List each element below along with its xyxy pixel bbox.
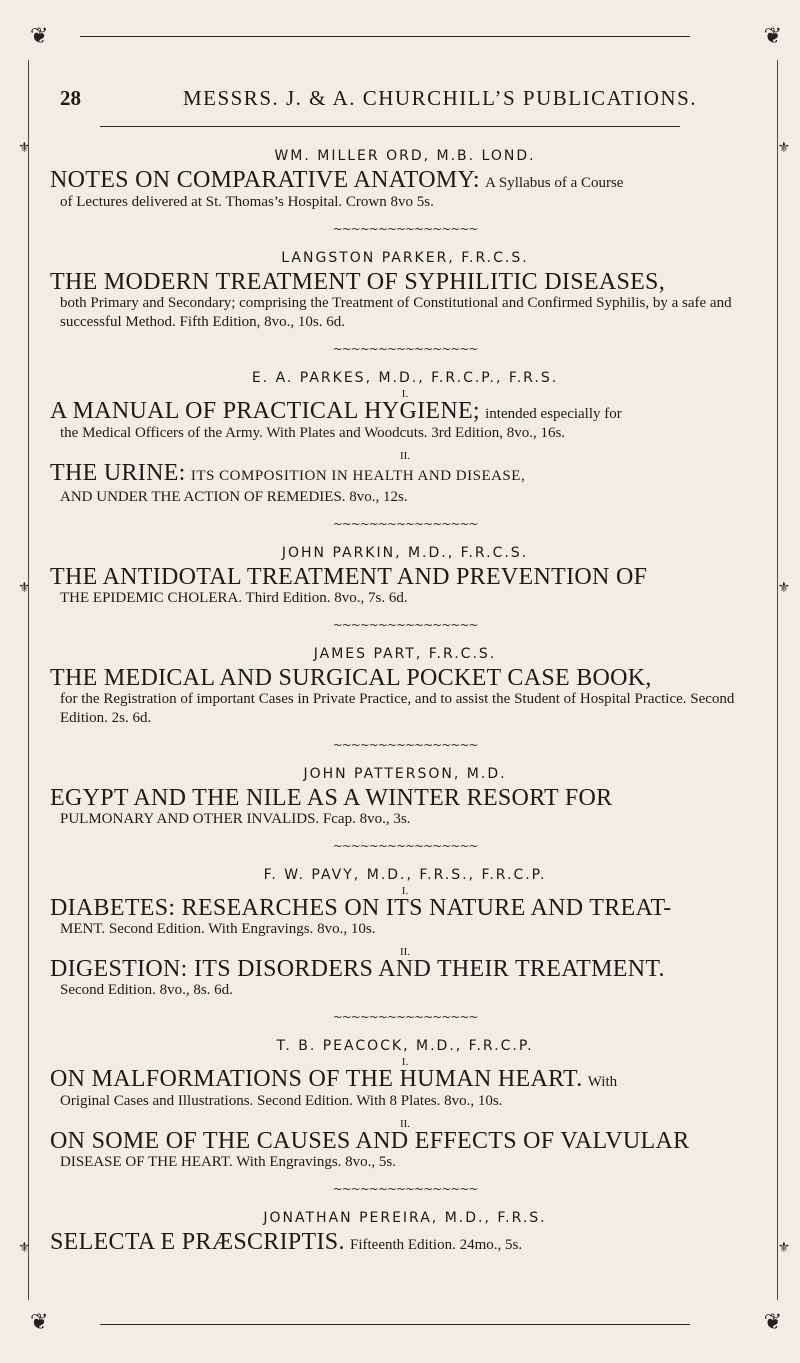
side-ornament-icon: ⚜ xyxy=(18,1240,31,1256)
book-listing xyxy=(50,786,760,829)
volume-numeral: II. xyxy=(399,1118,411,1130)
header-underline-rule xyxy=(100,126,680,127)
book-description: Second Edition. 8vo., 8s. 6d. xyxy=(60,982,233,998)
catalogue-entry xyxy=(50,370,760,507)
right-border-rule xyxy=(777,60,778,1300)
side-ornament-icon: ⚜ xyxy=(777,1240,790,1256)
book-description: for the Registration of important Cases in Private Practice, and to assist the Student of Hospital Practice. Second Edition. 2s. 6d. xyxy=(60,691,735,726)
book-description: the Medical Officers of the Army. With Plates and Woodcuts. 3rd Edition, 8vo., 16s. xyxy=(60,425,566,441)
book-listing xyxy=(50,452,760,507)
catalogue-entry xyxy=(50,1210,760,1255)
author-name: WM. MILLER ORD, M.B. LOND. xyxy=(274,148,536,164)
volume-numeral: I. xyxy=(401,388,409,400)
book-title-continuation: With xyxy=(587,1074,618,1090)
book-description: MENT. Second Edition. With Engravings. 8vo., 10s. xyxy=(60,921,376,937)
divider-ornament: ~~~~~~~~~~~~~~~~ xyxy=(332,1010,478,1024)
catalogue-entry xyxy=(50,867,760,1000)
book-title: EGYPT AND THE NILE AS A WINTER RESORT FOR xyxy=(50,785,613,811)
book-listing xyxy=(50,1058,760,1111)
book-title-line xyxy=(50,896,760,920)
book-title-continuation: ITS COMPOSITION IN HEALTH AND DISEASE, xyxy=(190,468,526,484)
divider-ornament: ~~~~~~~~~~~~~~~~ xyxy=(332,738,478,752)
book-title-continuation: A Syllabus of a Course xyxy=(485,175,624,191)
book-listing xyxy=(50,666,760,728)
left-border-rule xyxy=(28,60,29,1300)
catalogue-entry xyxy=(50,148,760,212)
book-title-line xyxy=(50,1129,760,1153)
book-title-line xyxy=(50,1230,760,1255)
volume-numeral: I. xyxy=(401,1056,409,1068)
book-title-line xyxy=(50,565,760,589)
book-title: THE MODERN TREATMENT OF SYPHILITIC DISEASES, xyxy=(50,269,666,295)
book-title: NOTES ON COMPARATIVE ANATOMY: xyxy=(50,167,480,193)
catalogue-entry xyxy=(50,1038,760,1172)
corner-ornament-icon: ❦ xyxy=(763,24,782,49)
side-ornament-icon: ⚜ xyxy=(777,140,790,156)
author-name: F. W. PAVY, M.D., F.R.S., F.R.C.P. xyxy=(263,867,547,883)
volume-numeral: II. xyxy=(399,450,411,462)
book-title-line xyxy=(50,1067,760,1092)
book-title: SELECTA E PRÆSCRIPTIS. xyxy=(50,1229,345,1255)
page-number: 28 xyxy=(60,86,81,110)
divider-ornament: ~~~~~~~~~~~~~~~~ xyxy=(332,618,478,632)
book-title-continuation: intended especially for xyxy=(485,406,622,422)
book-description: PULMONARY AND OTHER INVALIDS. Fcap. 8vo., 3s. xyxy=(60,811,411,827)
side-ornament-icon: ⚜ xyxy=(18,580,31,596)
book-description: of Lectures delivered at St. Thomas’s Hospital. Crown 8vo 5s. xyxy=(60,194,434,210)
book-title: ON MALFORMATIONS OF THE HUMAN HEART. xyxy=(50,1066,583,1092)
book-description: both Primary and Secondary; comprising the Treatment of Constitutional and Confirmed Syphilis, by a safe and successful Method. Fifth Edition, 8vo., 10s. 6d. xyxy=(60,295,732,330)
book-description: Original Cases and Illustrations. Second Edition. With 8 Plates. 8vo., 10s. xyxy=(60,1093,503,1109)
catalogue-entry xyxy=(50,545,760,608)
divider-ornament: ~~~~~~~~~~~~~~~~ xyxy=(332,1182,478,1196)
corner-ornament-icon: ❦ xyxy=(30,24,49,49)
top-border-rule xyxy=(80,36,690,37)
divider-ornament: ~~~~~~~~~~~~~~~~ xyxy=(332,222,478,236)
book-title-line xyxy=(50,786,760,810)
corner-ornament-icon: ❦ xyxy=(763,1310,782,1335)
bottom-border-rule xyxy=(100,1324,690,1325)
volume-numeral: II. xyxy=(399,946,411,958)
book-listing xyxy=(50,1230,760,1255)
catalogue-entry xyxy=(50,250,760,332)
side-ornament-icon: ⚜ xyxy=(777,580,790,596)
book-title-line xyxy=(50,168,760,193)
book-listing xyxy=(50,168,760,212)
author-name: JAMES PART, F.R.C.S. xyxy=(313,646,497,662)
book-title: THE ANTIDOTAL TREATMENT AND PREVENTION OF xyxy=(50,564,648,590)
author-name: E. A. PARKES, M.D., F.R.C.P., F.R.S. xyxy=(251,370,559,386)
book-title-continuation: Fifteenth Edition. 24mo., 5s. xyxy=(350,1237,523,1253)
book-title: A MANUAL OF PRACTICAL HYGIENE; xyxy=(50,398,480,424)
corner-ornament-icon: ❦ xyxy=(30,1310,49,1335)
running-header xyxy=(60,86,760,114)
author-name: JONATHAN PEREIRA, M.D., F.R.S. xyxy=(263,1210,547,1226)
divider-ornament: ~~~~~~~~~~~~~~~~ xyxy=(332,517,478,531)
author-name: JOHN PATTERSON, M.D. xyxy=(303,766,507,782)
book-title-line xyxy=(50,270,760,294)
book-title: DIABETES: RESEARCHES ON ITS NATURE AND TREAT- xyxy=(50,895,672,921)
book-listing xyxy=(50,270,760,332)
side-ornament-icon: ⚜ xyxy=(18,140,31,156)
book-description: THE EPIDEMIC CHOLERA. Third Edition. 8vo., 7s. 6d. xyxy=(60,590,408,606)
book-title: THE URINE: xyxy=(50,460,186,486)
book-title-line xyxy=(50,957,760,981)
book-listing xyxy=(50,565,760,608)
book-title-line xyxy=(50,666,760,690)
author-name: T. B. PEACOCK, M.D., F.R.C.P. xyxy=(276,1038,534,1054)
book-listing xyxy=(50,1120,760,1172)
book-title: THE MEDICAL AND SURGICAL POCKET CASE BOOK, xyxy=(50,665,652,691)
catalogue-list xyxy=(50,148,760,1265)
book-title-line xyxy=(50,461,760,488)
book-description: DISEASE OF THE HEART. With Engravings. 8vo., 5s. xyxy=(60,1154,396,1170)
author-name: LANGSTON PARKER, F.R.C.S. xyxy=(281,250,529,266)
author-name: JOHN PARKIN, M.D., F.R.C.S. xyxy=(281,545,529,561)
divider-ornament: ~~~~~~~~~~~~~~~~ xyxy=(332,342,478,356)
book-title: DIGESTION: ITS DISORDERS AND THEIR TREATMENT. xyxy=(50,956,665,982)
book-listing xyxy=(50,887,760,939)
book-title: ON SOME OF THE CAUSES AND EFFECTS OF VALVULAR xyxy=(50,1128,690,1154)
book-description: AND UNDER THE ACTION OF REMEDIES. 8vo., 12s. xyxy=(60,489,408,505)
divider-ornament: ~~~~~~~~~~~~~~~~ xyxy=(332,839,478,853)
book-listing xyxy=(50,390,760,443)
catalogue-entry xyxy=(50,646,760,728)
running-head-title: MESSRS. J. & A. CHURCHILL’S PUBLICATIONS. xyxy=(182,86,698,110)
book-title-line xyxy=(50,399,760,424)
volume-numeral: I. xyxy=(401,885,409,897)
catalogue-entry xyxy=(50,766,760,829)
book-listing xyxy=(50,948,760,1000)
